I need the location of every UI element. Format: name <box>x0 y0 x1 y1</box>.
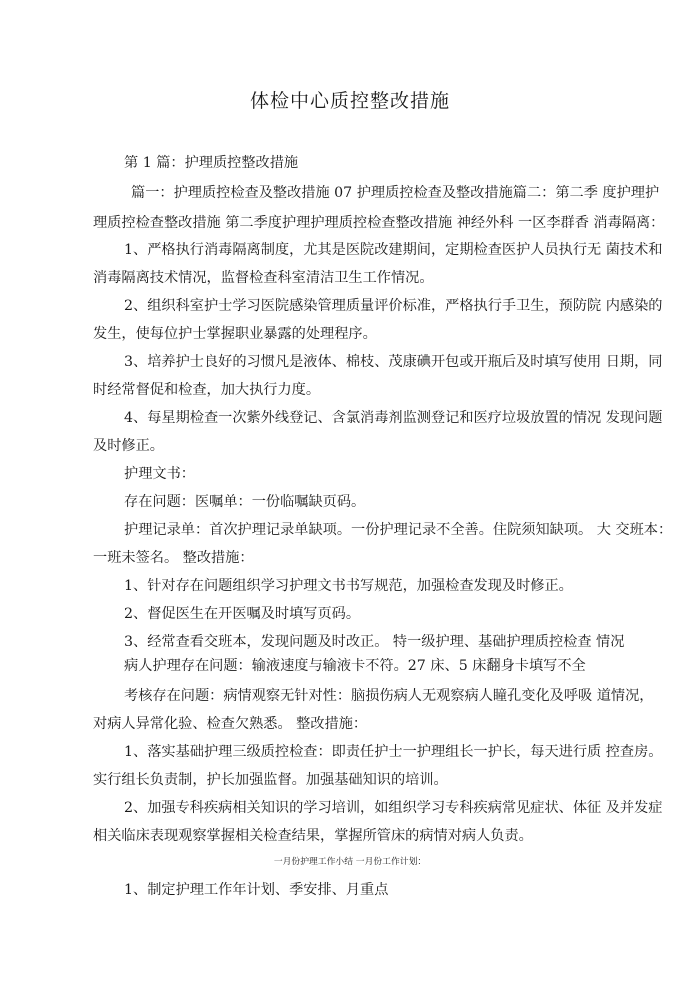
paragraph-line: 发生，使每位护士掌握职业暴露的处理程序。 <box>93 326 377 342</box>
paragraph-line: 相关临床表现观察掌握相关检查结果，掌握所管床的病情对病人负责。 <box>93 828 533 844</box>
paragraph-line: 1、制定护理工作年计划、季安排、月重点 <box>124 882 389 898</box>
paragraph-line: 及时修正。 <box>93 438 164 454</box>
paragraph-line: 对病人异常化验、检查欠熟悉。 整改措施： <box>93 716 368 732</box>
paragraph-line: 1、落实基础护理三级质控检查：即责任护士一护理组长一护长，每天进行质 控查房。 <box>124 744 663 760</box>
paragraph-line: 1、严格执行消毒隔离制度，尤其是医院改建期间，定期检查医护人员执行无 菌技术和 <box>124 242 663 258</box>
paragraph-line: 2、加强专科疾病相关知识的学习培训，如组织学习专科疾病常见症状、体征 及并发症 <box>124 800 663 816</box>
paragraph-line: 1、针对存在问题组织学习护理文书书写规范，加强检查发现及时修正。 <box>124 578 573 594</box>
paragraph-line: 2、督促医生在开医嘱及时填写页码。 <box>124 606 361 622</box>
paragraph-line: 存在问题：医嘱单：一份临嘱缺页码。 <box>124 494 366 510</box>
document-title: 体检中心质控整改措施 <box>249 90 450 112</box>
paragraph-line: 实行组长负责制，护长加强监督。加强基础知识的培训。 <box>93 772 448 788</box>
paragraph-line: 一班未签名。 整改措施： <box>93 550 254 566</box>
paragraph-line: 3、经常查看交班本，发现问题及时改正。 特一级护理、基础护理质控检查 情况 <box>124 634 625 650</box>
paragraph-line: 3、培养护士良好的习惯凡是液体、棉枝、茂康碘开包或开瓶后及时填写使用 日期，同 <box>124 354 663 370</box>
paragraph-line: 考核存在问题：病情观察无针对性：脑损伤病人无观察病人瞳孔变化及呼吸 道情况， <box>124 688 654 704</box>
paragraph-line: 消毒隔离技术情况，监督检查科室清洁卫生工作情况。 <box>93 270 434 286</box>
paragraph-line: 篇一：护理质控检查及整改措施 07 护理质控检查及整改措施篇二：第二季 度护理护 <box>131 185 660 201</box>
paragraph-line: 理质控检查整改措施 第二季度护理护理质控检查整改措施 神经外科 一区李群香 消毒隔离： <box>93 215 665 231</box>
paragraph-line: 一月份护理工作小结 一月份工作计划： <box>273 857 427 867</box>
paragraph-line: 2、组织科室护士学习医院感染管理质量评价标准，严格执行手卫生，预防院 内感染的 <box>124 298 663 314</box>
paragraph-line: 护理记录单：首次护理记录单缺项。一份护理记录不全善。住院须知缺项。 大 交班本： <box>124 522 673 538</box>
section-heading: 第 1 篇：护理质控整改措施 <box>124 155 299 171</box>
paragraph-line: 时经常督促和检查，加大执行力度。 <box>93 382 321 398</box>
paragraph-line: 4、每星期检查一次紫外线登记、含氯消毒剂监测登记和医疗垃圾放置的情况 发现问题 <box>124 410 663 426</box>
paragraph-line: 护理文书： <box>124 466 195 482</box>
paragraph-line: 病人护理存在问题：输液速度与输液卡不符。27 床、5 床翻身卡填写不全 <box>124 658 586 674</box>
